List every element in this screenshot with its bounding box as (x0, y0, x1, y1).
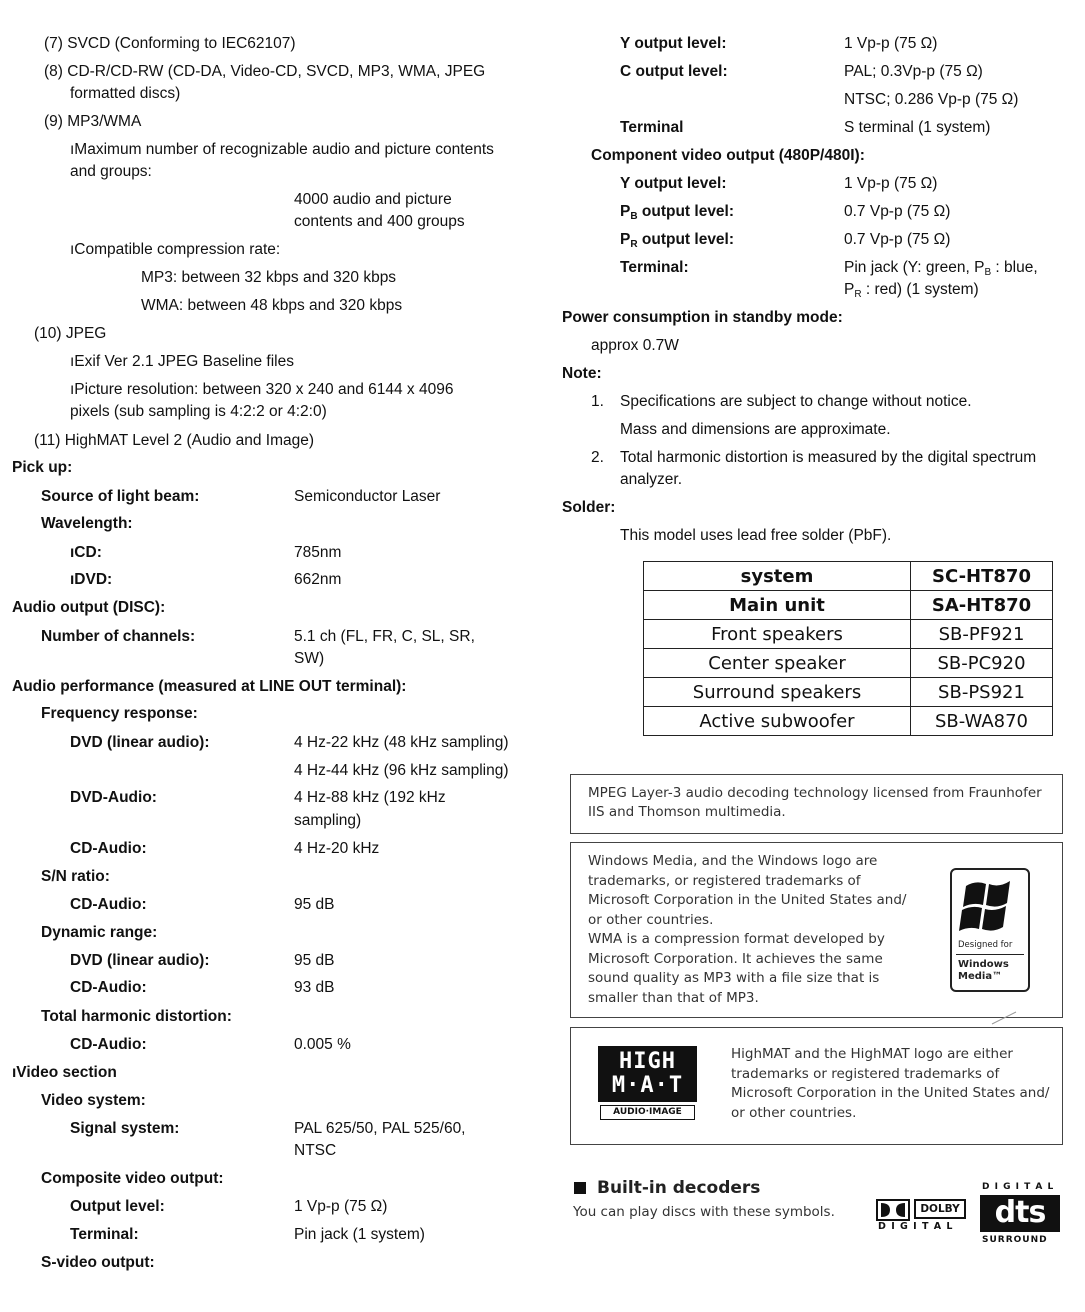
spec-jpeg: (10) JPEG (34, 325, 107, 342)
label-icd: ıCD: (70, 544, 102, 561)
note-2-line1: Total harmonic distortion is measured by the digital spectrum (620, 449, 1037, 466)
dolby-digital-text: D I G I T A L (878, 1221, 954, 1232)
wm-line: Windows Media, and the Windows logo are (588, 853, 878, 869)
value-comp-terminal-r-1 (844, 257, 1038, 279)
heading-audio-output: Audio output (DISC): (12, 599, 166, 616)
heading-component: Component video output (480P/480I): (591, 147, 865, 164)
value-icd: 785nm (294, 544, 342, 561)
label-pr (620, 229, 734, 251)
wm-designed-for: Designed for (958, 940, 1013, 950)
value-comp-terminal: Pin jack (1 system) (294, 1226, 425, 1243)
table-cell: Center speaker (644, 649, 911, 678)
cterm-2c: : red) (1 system) (861, 281, 979, 298)
pr-p: P (620, 231, 631, 248)
table-row (644, 649, 1053, 678)
value-y-output: 1 Vp-p (75 Ω) (844, 35, 938, 52)
value-thd-cd: 0.005 % (294, 1036, 351, 1053)
spec-exif: ıExif Ver 2.1 JPEG Baseline files (70, 353, 294, 370)
note-1-line1: Specifications are subject to change without notice. (620, 393, 972, 410)
label-y-output: Y output level: (620, 35, 727, 52)
wm-line: WMA is a compression format developed by (588, 931, 885, 947)
value-channels-line2: SW) (294, 650, 325, 667)
value-idvd: 662nm (294, 571, 342, 588)
highmat-logo (598, 1046, 697, 1122)
label-c-output: C output level: (620, 63, 728, 80)
label-video-system: Video system: (41, 1092, 146, 1109)
value-signal-1: PAL 625/50, PAL 525/60, (294, 1120, 466, 1137)
table-row (644, 678, 1053, 707)
label-dvd-audio: DVD-Audio: (70, 789, 157, 806)
wm-line: Microsoft Corporation. It achieves the same (588, 950, 883, 967)
wm-windows: Windows (958, 959, 1009, 970)
hm-logo-high: HIGH (619, 1049, 676, 1074)
value-dyn-cd: 93 dB (294, 979, 335, 996)
decoders-title: Built-in decoders (597, 1178, 761, 1198)
value-source: Semiconductor Laser (294, 488, 441, 505)
table-cell: SC-HT870 (911, 562, 1053, 591)
value-comp-y: 1 Vp-p (75 Ω) (844, 175, 938, 192)
hm-logo-mat: M·A·T (611, 1073, 684, 1098)
value-c-output-1: PAL; 0.3Vp-p (75 Ω) (844, 63, 983, 80)
pr-rest: output level: (637, 231, 735, 248)
windows-flag-icon (952, 872, 1028, 942)
table-cell: Main unit (644, 591, 911, 620)
divider-mark (990, 1010, 1020, 1026)
heading-standby: Power consumption in standby mode: (562, 309, 843, 326)
label-thd-cd: CD-Audio: (70, 1036, 147, 1053)
table-cell: SB-PC920 (911, 649, 1053, 678)
value-s-terminal: S terminal (1 system) (844, 119, 991, 136)
hm-line: Microsoft Corporation in the United States and/ (731, 1085, 1050, 1101)
pb-sub: B (630, 211, 638, 222)
label-frequency: Frequency response: (41, 705, 198, 722)
dts-digital-text: D I G I T A L (982, 1182, 1055, 1192)
table-row (644, 620, 1053, 649)
value-dvd-linear-2: 4 Hz-44 kHz (96 kHz sampling) (294, 762, 509, 779)
value-dvd-audio-2: sampling) (294, 812, 362, 829)
label-pb (620, 201, 734, 223)
label-wavelength: Wavelength: (41, 515, 133, 532)
label-s-terminal: Terminal (620, 119, 684, 136)
table-row (644, 591, 1053, 620)
label-svideo: S-video output: (41, 1254, 155, 1271)
hm-line: HighMAT and the HighMAT logo are either (731, 1046, 1013, 1062)
pb-rest: output level: (637, 203, 735, 220)
note-2-line2: analyzer. (620, 471, 683, 488)
spec-highmat: (11) HighMAT Level 2 (Audio and Image) (34, 432, 314, 449)
value-standby: approx 0.7W (591, 337, 679, 354)
label-composite: Composite video output: (41, 1170, 224, 1187)
value-dvd-linear-1: 4 Hz-22 kHz (48 kHz sampling) (294, 734, 509, 751)
label-dvd-linear: DVD (linear audio): (70, 734, 210, 751)
value-dyn-dvd: 95 dB (294, 952, 335, 969)
value-comp-level: 1 Vp-p (75 Ω) (294, 1198, 388, 1215)
table-cell: Surround speakers (644, 678, 911, 707)
note-1-number: 1. (591, 393, 604, 410)
label-dynamic-range: Dynamic range: (41, 924, 158, 941)
spec-maxnum-line2: and groups: (70, 163, 152, 180)
value-pr: 0.7 Vp-p (75 Ω) (844, 231, 951, 248)
spec-maxval-line1: 4000 audio and picture (294, 191, 452, 208)
label-sn-ratio: S/N ratio: (41, 868, 110, 885)
value-dvd-audio-1: 4 Hz-88 kHz (192 kHz (294, 789, 446, 806)
label-comp-terminal: Terminal: (70, 1226, 139, 1243)
spec-picres-line2: pixels (sub sampling is 4:2:2 or 4:2:0) (70, 403, 327, 420)
dts-surround-text: SURROUND (982, 1235, 1048, 1245)
value-signal-2: NTSC (294, 1142, 337, 1159)
spec-svcd: (7) SVCD (Conforming to IEC62107) (44, 35, 296, 52)
label-signal-system: Signal system: (70, 1120, 180, 1137)
pb-p: P (620, 203, 631, 220)
cterm-2b: R (854, 289, 862, 300)
wm-line: trademarks, or registered trademarks of (588, 872, 861, 889)
heading-note: Note: (562, 365, 602, 382)
table-cell: SB-PS921 (911, 678, 1053, 707)
table-cell: system (644, 562, 911, 591)
spec-mp3wma: (9) MP3/WMA (44, 113, 142, 130)
hm-logo-sub: AUDIO·IMAGE (600, 1105, 695, 1120)
label-channels: Number of channels: (41, 628, 196, 645)
value-c-output-2: NTSC; 0.286 Vp-p (75 Ω) (844, 91, 1019, 108)
mpeg-line2: IIS and Thomson multimedia. (588, 804, 786, 820)
table-row (644, 707, 1053, 736)
wm-line: smaller than that of MP3. (588, 989, 759, 1006)
value-channels-line1: 5.1 ch (FL, FR, C, SL, SR, (294, 628, 475, 645)
label-idvd: ıDVD: (70, 571, 113, 588)
value-comp-terminal-r-2 (844, 279, 979, 301)
label-cd-audio: CD-Audio: (70, 840, 147, 857)
note-1-line2: Mass and dimensions are approximate. (620, 421, 891, 438)
spec-maxval-line2: contents and 400 groups (294, 213, 465, 230)
table-cell: Front speakers (644, 620, 911, 649)
table-cell: Active subwoofer (644, 707, 911, 736)
heading-solder: Solder: (562, 499, 616, 516)
heading-video-section: ıVideo section (12, 1064, 117, 1081)
windows-media-logo (950, 868, 1030, 992)
cterm-1b: B (984, 267, 992, 278)
system-table (643, 561, 1053, 736)
dolby-word: DOLBY (914, 1199, 966, 1219)
label-comp-level: Output level: (70, 1198, 165, 1215)
spec-comprate: ıCompatible compression rate: (70, 241, 281, 258)
mpeg-line1: MPEG Layer-3 audio decoding technology licensed from Fraunhofer (588, 785, 1042, 801)
table-cell: SA-HT870 (911, 591, 1053, 620)
dts-word: dts (980, 1195, 1060, 1232)
square-bullet-icon (574, 1182, 586, 1194)
spec-mp3rate: MP3: between 32 kbps and 320 kbps (141, 269, 397, 286)
heading-pickup: Pick up: (12, 459, 73, 476)
mpeg-license-box (570, 774, 1063, 834)
hm-line: or other countries. (731, 1104, 857, 1121)
cterm-1a: Pin jack (Y: green, P (844, 259, 985, 276)
spec-picres-line1: ıPicture resolution: between 320 x 240 and 6144 x 4096 (70, 381, 454, 398)
table-cell: SB-PF921 (911, 620, 1053, 649)
label-thd: Total harmonic distortion: (41, 1008, 232, 1025)
wm-media: Media™ (958, 971, 1003, 982)
label-comp-y: Y output level: (620, 175, 727, 192)
spec-wmarate: WMA: between 48 kbps and 320 kbps (141, 297, 403, 314)
label-comp-terminal-r: Terminal: (620, 259, 689, 276)
pr-sub: R (630, 239, 638, 250)
heading-audio-performance: Audio performance (measured at LINE OUT terminal): (12, 678, 407, 695)
spec-cdr-line2: formatted discs) (70, 85, 181, 102)
cterm-2a: P (844, 281, 855, 298)
table-cell: SB-WA870 (911, 707, 1053, 736)
wm-line: or other countries. (588, 911, 714, 928)
value-cd-audio: 4 Hz-20 kHz (294, 840, 380, 857)
value-pb: 0.7 Vp-p (75 Ω) (844, 203, 951, 220)
spec-cdr-line1: (8) CD-R/CD-RW (CD-DA, Video-CD, SVCD, MP3, WMA, JPEG (44, 63, 486, 80)
note-2-number: 2. (591, 449, 604, 466)
cterm-1c: : blue, (991, 259, 1038, 276)
wm-line: sound quality as MP3 with a file size that is (588, 970, 880, 986)
hm-line: trademarks or registered trademarks of (731, 1065, 1000, 1082)
label-dyn-dvd: DVD (linear audio): (70, 952, 210, 969)
spec-maxnum-line1: ıMaximum number of recognizable audio and picture contents (70, 141, 494, 158)
value-solder: This model uses lead free solder (PbF). (620, 527, 892, 544)
label-source: Source of light beam: (41, 488, 200, 505)
table-row (644, 562, 1053, 591)
decoders-desc: You can play discs with these symbols. (573, 1204, 835, 1220)
label-dyn-cd: CD-Audio: (70, 979, 147, 996)
value-sn-cd: 95 dB (294, 896, 335, 913)
label-sn-cd: CD-Audio: (70, 896, 147, 913)
wm-line: Microsoft Corporation in the United States and/ (588, 892, 907, 908)
